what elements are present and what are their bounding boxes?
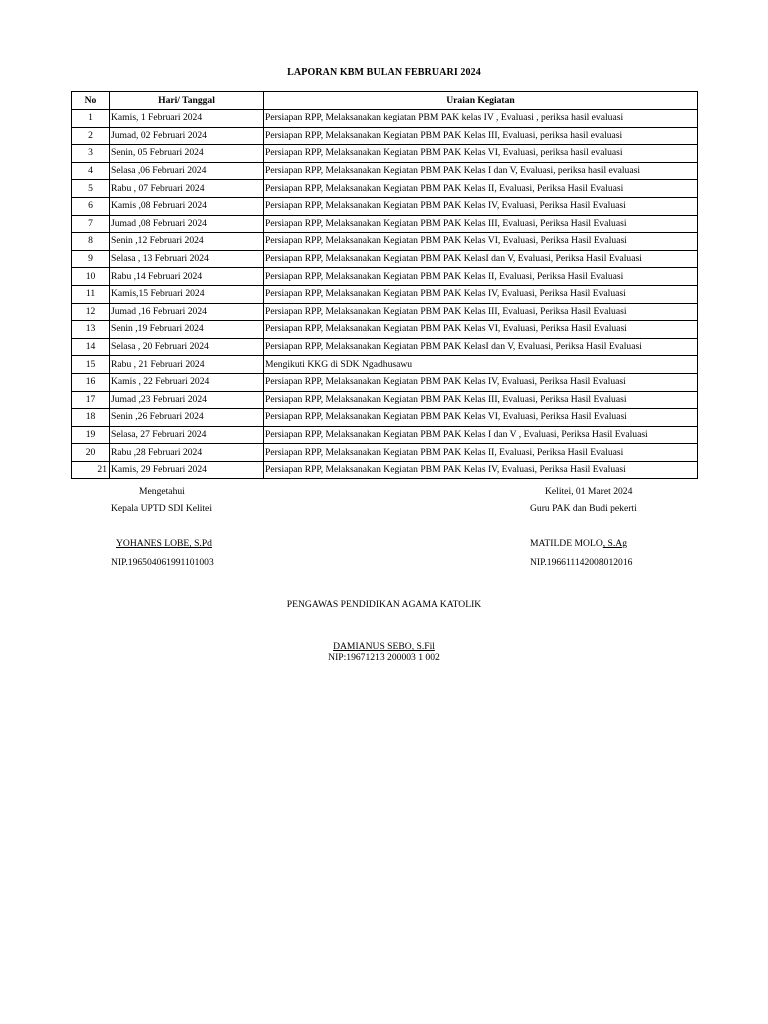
- row-no: 3: [72, 145, 110, 163]
- row-description: Persiapan RPP, Melaksanakan Kegiatan PBM PAK Kelas IV, Evaluasi, Periksa Hasil Evaluasi: [264, 197, 698, 215]
- row-date: Selasa , 13 Februari 2024: [110, 250, 264, 268]
- row-description: Persiapan RPP, Melaksanakan Kegiatan PBM PAK Kelas III, Evaluasi, Periksa Hasil Evaluasi: [264, 215, 698, 233]
- row-description: Persiapan RPP, Melaksanakan Kegiatan PBM PAK Kelas III, Evaluasi, periksa hasil evaluasi: [264, 127, 698, 145]
- activity-table: [71, 91, 698, 479]
- report-title: LAPORAN KBM BULAN FEBRUARI 2024: [287, 67, 481, 78]
- row-description: Persiapan RPP, Melaksanakan Kegiatan PBM PAK Kelas IV, Evaluasi, Periksa Hasil Evaluasi: [264, 373, 698, 391]
- row-no: 17: [72, 391, 110, 409]
- place-date: Kelitei, 01 Maret 2024: [545, 486, 633, 497]
- teacher-nip: NIP.196611142008012016: [530, 557, 633, 568]
- row-date: Jumad, 02 Februari 2024: [110, 127, 264, 145]
- row-date: Rabu ,28 Februari 2024: [110, 444, 264, 462]
- row-date: Rabu ,14 Februari 2024: [110, 268, 264, 286]
- row-description: Persiapan RPP, Melaksanakan Kegiatan PBM PAK Kelas IV, Evaluasi, Periksa Hasil Evaluasi: [264, 461, 698, 479]
- row-no: 20: [72, 444, 110, 462]
- row-date: Kamis, 29 Februari 2024: [110, 461, 264, 479]
- row-date: Senin ,19 Februari 2024: [110, 321, 264, 339]
- row-no: 4: [72, 162, 110, 180]
- row-date: Selasa ,06 Februari 2024: [110, 162, 264, 180]
- headmaster-name: YOHANES LOBE, S.Pd: [116, 538, 212, 549]
- row-description: Mengikuti KKG di SDK Ngadhusawu: [264, 356, 698, 374]
- table-row: [72, 180, 698, 198]
- row-no: 11: [72, 285, 110, 303]
- row-description: Persiapan RPP, Melaksanakan Kegiatan PBM PAK Kelas III, Evaluasi, Periksa Hasil Evaluasi: [264, 391, 698, 409]
- row-description: Persiapan RPP, Melaksanakan Kegiatan PBM PAK Kelas III, Evaluasi, Periksa Hasil Evaluasi: [264, 303, 698, 321]
- table-row: [72, 233, 698, 251]
- row-date: Kamis , 22 Februari 2024: [110, 373, 264, 391]
- row-date: Rabu , 07 Februari 2024: [110, 180, 264, 198]
- row-date: Kamis ,08 Februari 2024: [110, 197, 264, 215]
- row-description: Persiapan RPP, Melaksanakan Kegiatan PBM PAK Kelas VI, Evaluasi, Periksa Hasil Evaluasi: [264, 321, 698, 339]
- row-no: 1: [72, 110, 110, 128]
- row-date: Senin ,12 Februari 2024: [110, 233, 264, 251]
- teacher-name-title: , S.Ag: [602, 538, 628, 549]
- row-date: Jumad ,23 Februari 2024: [110, 391, 264, 409]
- header-no: No: [72, 92, 110, 110]
- header-description: Uraian Kegiatan: [264, 92, 698, 110]
- row-no: 14: [72, 338, 110, 356]
- row-no: 10: [72, 268, 110, 286]
- row-description: Persiapan RPP, Melaksanakan Kegiatan PBM PAK KelasI dan V, Evaluasi, Periksa Hasil Evaluasi: [264, 338, 698, 356]
- table-row: [72, 285, 698, 303]
- row-date: Selasa , 20 Februari 2024: [110, 338, 264, 356]
- row-date: Selasa, 27 Februari 2024: [110, 426, 264, 444]
- table-row: [72, 215, 698, 233]
- table-row: [72, 268, 698, 286]
- row-no: 18: [72, 409, 110, 427]
- row-no: 8: [72, 233, 110, 251]
- row-no: 7: [72, 215, 110, 233]
- row-date: Senin ,26 Februari 2024: [110, 409, 264, 427]
- row-no: 9: [72, 250, 110, 268]
- table-row: [72, 391, 698, 409]
- supervisor-position: PENGAWAS PENDIDIKAN AGAMA KATOLIK: [286, 599, 482, 610]
- table-row: [72, 444, 698, 462]
- row-no: 15: [72, 356, 110, 374]
- row-no: 19: [72, 426, 110, 444]
- supervisor-nip: NIP:19671213 200003 1 002: [328, 652, 440, 663]
- row-description: Persiapan RPP, Melaksanakan Kegiatan PBM PAK Kelas I dan V , Evaluasi, Periksa Hasil Evaluasi: [264, 426, 698, 444]
- row-date: Kamis,15 Februari 2024: [110, 285, 264, 303]
- row-no: 5: [72, 180, 110, 198]
- table-body: [72, 110, 698, 479]
- row-date: Jumad ,16 Februari 2024: [110, 303, 264, 321]
- row-description: Persiapan RPP, Melaksanakan Kegiatan PBM PAK Kelas I dan V, Evaluasi, periksa hasil evaluasi: [264, 162, 698, 180]
- row-description: Persiapan RPP, Melaksanakan Kegiatan PBM PAK Kelas II, Evaluasi, Periksa Hasil Evaluasi: [264, 180, 698, 198]
- headmaster-position: Kepala UPTD SDI Kelitei: [111, 503, 212, 514]
- table-row: [72, 145, 698, 163]
- row-description: Persiapan RPP, Melaksanakan Kegiatan PBM PAK Kelas II, Evaluasi, Periksa Hasil Evaluasi: [264, 444, 698, 462]
- row-no: 16: [72, 373, 110, 391]
- table-row: [72, 409, 698, 427]
- row-description: Persiapan RPP, Melaksanakan Kegiatan PBM PAK Kelas IV, Evaluasi, Periksa Hasil Evaluasi: [264, 285, 698, 303]
- teacher-name-plain: MATILDE MOLO: [530, 538, 603, 549]
- table-row: [72, 303, 698, 321]
- table-row: [72, 461, 698, 479]
- table-row: [72, 426, 698, 444]
- row-no: 2: [72, 127, 110, 145]
- header-date: Hari/ Tanggal: [110, 92, 264, 110]
- table-row: [72, 197, 698, 215]
- row-date: Kamis, 1 Februari 2024: [110, 110, 264, 128]
- acknowledged-label: Mengetahui: [139, 486, 185, 497]
- supervisor-name: DAMIANUS SEBO, S.Fil: [333, 641, 435, 652]
- table-row: [72, 338, 698, 356]
- table-header-row: [72, 92, 698, 110]
- row-description: Persiapan RPP, Melaksanakan Kegiatan PBM PAK Kelas VI, Evaluasi, Periksa Hasil Evaluasi: [264, 233, 698, 251]
- table-row: [72, 373, 698, 391]
- teacher-position: Guru PAK dan Budi pekerti: [530, 503, 637, 514]
- table-row: [72, 356, 698, 374]
- row-description: Persiapan RPP, Melaksanakan Kegiatan PBM PAK Kelas VI, Evaluasi, Periksa Hasil Evaluasi: [264, 409, 698, 427]
- table-row: [72, 127, 698, 145]
- table-row: [72, 162, 698, 180]
- row-date: Jumad ,08 Februari 2024: [110, 215, 264, 233]
- row-description: Persiapan RPP, Melaksanakan kegiatan PBM PAK kelas IV , Evaluasi , periksa hasil evaluasi: [264, 110, 698, 128]
- row-description: Persiapan RPP, Melaksanakan Kegiatan PBM PAK Kelas VI, Evaluasi, periksa hasil evaluasi: [264, 145, 698, 163]
- row-no: 6: [72, 197, 110, 215]
- row-date: Senin, 05 Februari 2024: [110, 145, 264, 163]
- headmaster-nip: NIP.196504061991101003: [111, 557, 214, 568]
- row-description: Persiapan RPP, Melaksanakan Kegiatan PBM PAK KelasI dan V, Evaluasi, Periksa Hasil Evaluasi: [264, 250, 698, 268]
- row-no: 21: [72, 461, 110, 479]
- row-no: 12: [72, 303, 110, 321]
- row-date: Rabu , 21 Februari 2024: [110, 356, 264, 374]
- row-description: Persiapan RPP, Melaksanakan Kegiatan PBM PAK Kelas II, Evaluasi, Periksa Hasil Evaluasi: [264, 268, 698, 286]
- row-no: 13: [72, 321, 110, 339]
- table-row: [72, 110, 698, 128]
- table-row: [72, 250, 698, 268]
- supervisor-name-wrap: [0, 641, 768, 652]
- teacher-name: [530, 538, 627, 549]
- table-row: [72, 321, 698, 339]
